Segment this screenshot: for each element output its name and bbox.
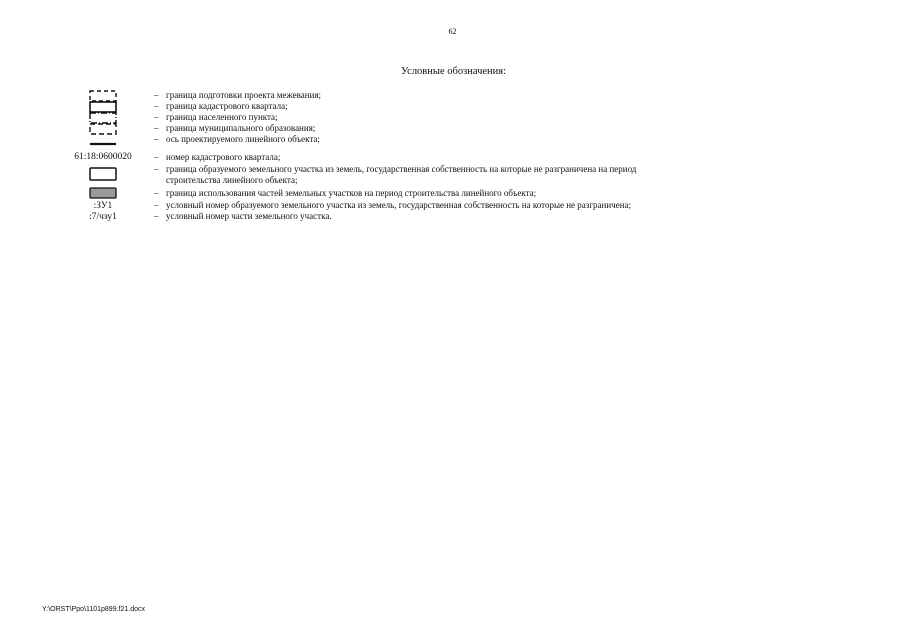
gray-rect-icon bbox=[60, 187, 146, 199]
legend-description: граница кадастрового квартала; bbox=[166, 101, 288, 111]
legend-description: граница подготовки проекта межевания; bbox=[166, 90, 322, 100]
plot-part-number: :7/чзу1 bbox=[89, 211, 117, 222]
legend-dash: – bbox=[154, 134, 159, 144]
legend-dash: – bbox=[154, 123, 159, 133]
legend-description: ось проектируемого линейного объекта; bbox=[166, 134, 320, 144]
footer-file-path: Y:\ORST\Ppo\1101p899.f21.docx bbox=[42, 606, 145, 613]
legend-dash: – bbox=[154, 188, 159, 198]
thick-line-icon bbox=[60, 134, 146, 146]
legend-dash: – bbox=[154, 200, 159, 210]
legend-dash: – bbox=[154, 112, 159, 122]
land-plot-number: :ЗУ1 bbox=[93, 200, 113, 211]
legend-title: Условные обозначения: bbox=[400, 66, 506, 77]
legend-dash: – bbox=[154, 152, 159, 162]
page-number: 62 bbox=[448, 27, 457, 36]
legend-description: граница муниципального образования; bbox=[166, 123, 316, 133]
legend-dash: – bbox=[154, 211, 159, 221]
legend-description: граница использования частей земельных участков на период строительства линейного объекта; bbox=[166, 188, 537, 198]
white-rect-icon bbox=[60, 166, 146, 182]
cadastral-quarter-number: 61:18:0600020 bbox=[74, 151, 132, 162]
legend-description: условный номер образуемого земельного участка из земель, государственная собственность на которые не разграничена; bbox=[166, 200, 632, 210]
legend-dash: – bbox=[154, 164, 159, 174]
legend-description: граница образуемого земельного участка из земель, государственная собственность на которые не разграничена на период строительства линейного объекта; bbox=[166, 164, 637, 185]
legend-dash: – bbox=[154, 101, 159, 111]
legend-description: граница населенного пункта; bbox=[166, 112, 278, 122]
legend-description: условный номер части земельного участка. bbox=[166, 211, 332, 221]
legend-description: номер кадастрового квартала; bbox=[166, 152, 281, 162]
legend-dash: – bbox=[154, 90, 159, 100]
